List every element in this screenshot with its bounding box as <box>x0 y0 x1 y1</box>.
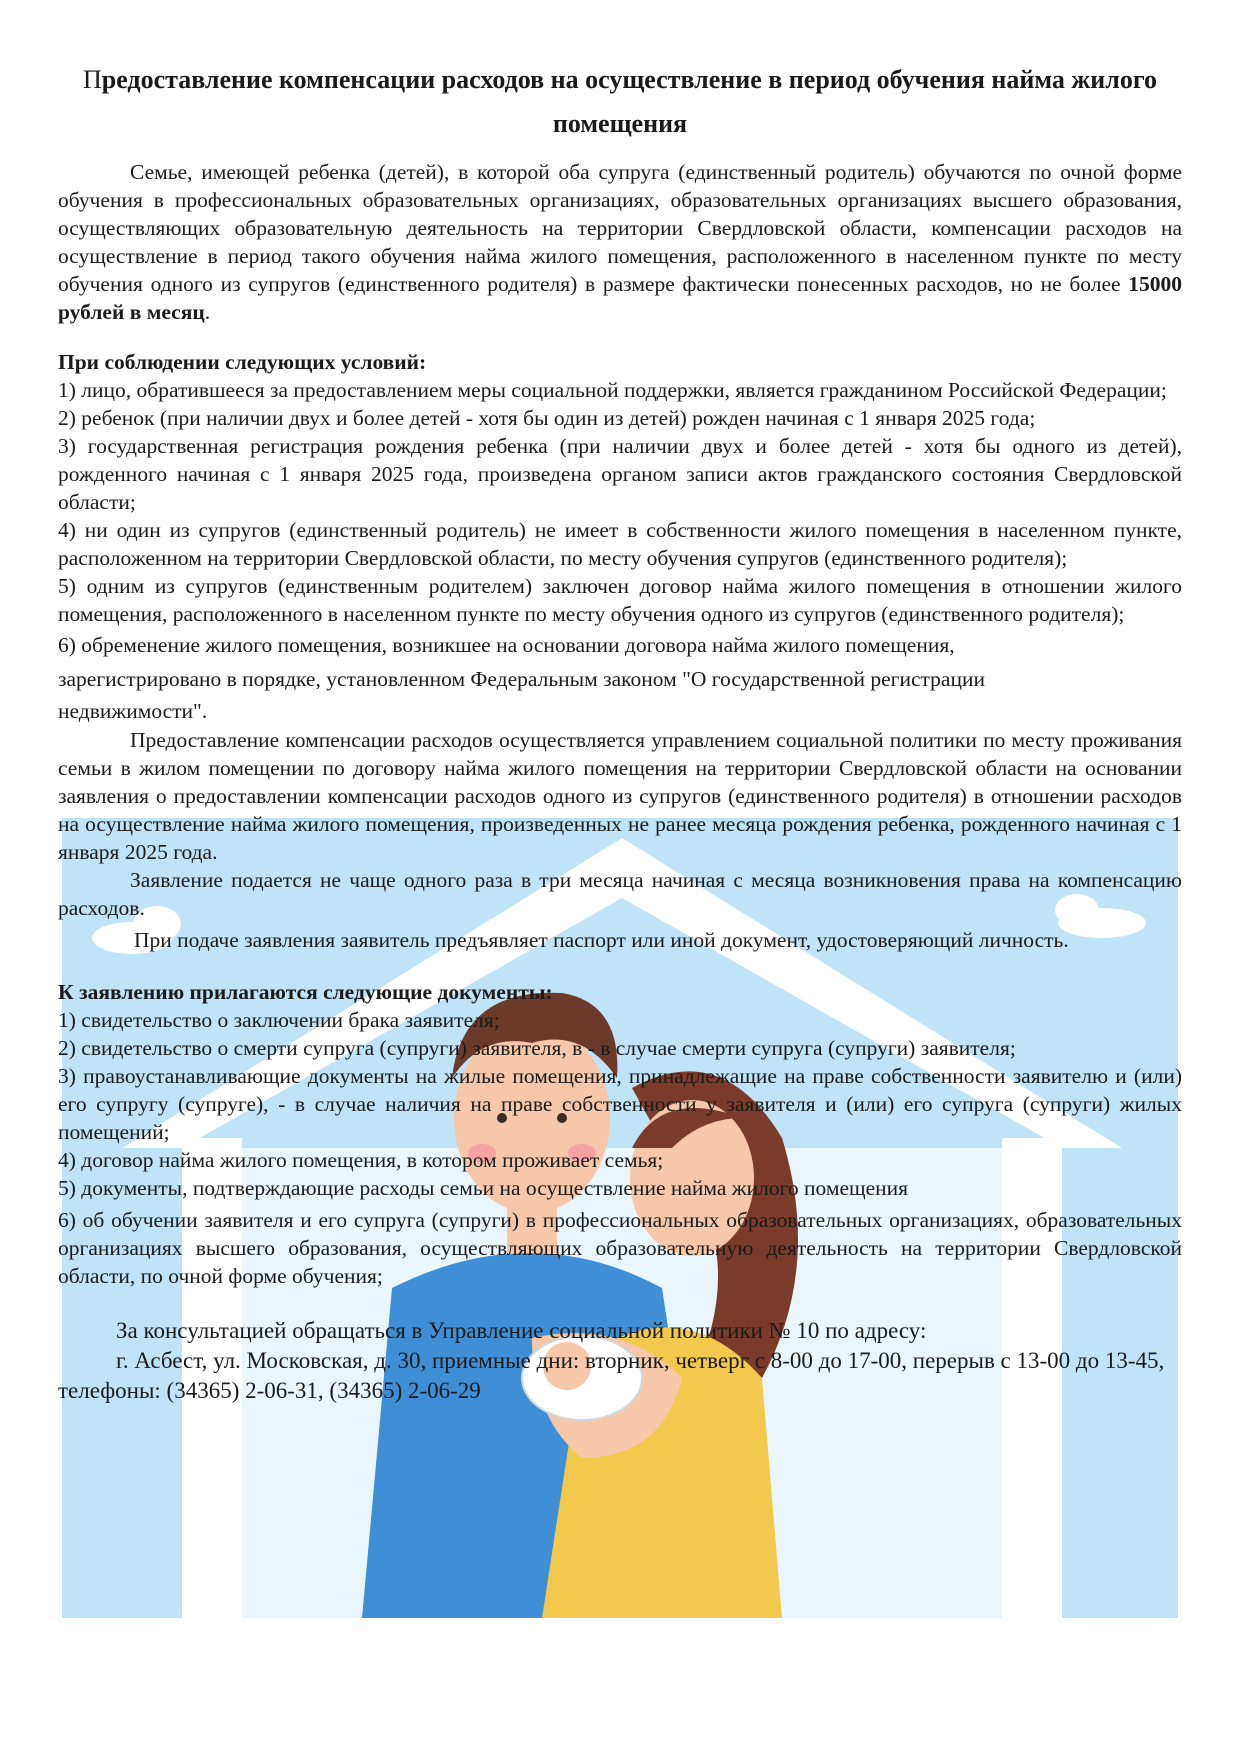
condition-item-6a: 6) обременение жилого помещения, возникшее на основании договора найма жилого помещения, <box>58 633 955 657</box>
document-item: 4) договор найма жилого помещения, в котором проживает семья; <box>58 1148 664 1172</box>
title-text: редоставление компенсации расходов на осуществление в период обучения найма жилого помещения <box>101 65 1157 138</box>
page-title <box>58 58 1182 146</box>
title-initial: П <box>82 65 102 94</box>
document-item: 2) свидетельство о смерти супруга (супруги) заявителя, в - в случае смерти супруга (супруги) заявителя; <box>58 1036 1016 1060</box>
document-item: 5) документы, подтверждающие расходы семьи на осуществление найма жилого помещения <box>58 1176 909 1200</box>
procedure-paragraph-2: Заявление подается не чаще одного раза в три месяца начиная с месяца возникновения права на компенсацию расходов. <box>58 868 1182 920</box>
condition-item-6b: зарегистрировано в порядке, установленном Федеральным законом "О государственной регистрации <box>58 667 985 691</box>
intro-paragraph <box>58 158 1182 326</box>
condition-item: 2) ребенок (при наличии двух и более детей - хотя бы один из детей) рожден начиная с 1 января 2025 года; <box>58 406 1036 430</box>
condition-item: 5) одним из супругов (единственным родителем) заключен договор найма жилого помещения в отношении жилого помещения, расположенного в населенном пункте по месту обучения одного из супругов (единственного родителя); <box>58 574 1182 626</box>
contact-line-1: За консультацией обращаться в Управление социальной политики № 10 по адресу: <box>116 1318 927 1343</box>
documents-heading: К заявлению прилагаются следующие документы: <box>58 980 553 1004</box>
intro-amount: 15000 рублей в месяц <box>58 272 1182 324</box>
document-item: 1) свидетельство о заключении брака заявителя; <box>58 1008 500 1032</box>
intro-end: . <box>204 300 211 324</box>
contact-block <box>58 1316 1182 1406</box>
procedure-paragraph-3: При подаче заявления заявитель предъявляет паспорт или иной документ, удостоверяющий личность. <box>134 928 1069 952</box>
procedure-paragraph-1: Предоставление компенсации расходов осуществляется управлением социальной политики по месту проживания семьи в жилом помещении по договору найма жилого помещения на территории Свердловской области на основании заявления о предоставлении компенсации расходов одного из супругов (единственного родителя) в отношении расходов на осуществление найма жилого помещения, произведенных не ранее месяца рождения ребенка, рожденного начиная с 1 января 2025 года. <box>58 728 1182 864</box>
condition-item: 3) государственная регистрация рождения ребенка (при наличии двух и более детей - хотя бы одного из детей), рожденного начиная с 1 января 2025 года, произведена органом записи актов гражданского состояния Свердловской области; <box>58 434 1182 514</box>
conditions-heading: При соблюдении следующих условий: <box>58 350 427 374</box>
document-item: 3) правоустанавливающие документы на жилые помещения, принадлежащие на праве собственности заявителю и (или) его супругу (супруге), - в случае наличия на праве собственности у заявителя и (или) его супруга (супруги) жилых помещений; <box>58 1064 1182 1144</box>
document-content <box>58 58 1182 1406</box>
document-item: 6) об обучении заявителя и его супруга (супруги) в профессиональных образовательных организациях, образовательных организациях высшего образования, осуществляющих образовательную деятельность на территории Свердловской области, по очной форме обучения; <box>58 1208 1182 1288</box>
intro-text: Семье, имеющей ребенка (детей), в которой оба супруга (единственный родитель) обучаются по очной форме обучения в профессиональных образовательных организациях, образовательных организациях высшего образования, осуществляющих образовательную деятельность на территории Свердловской области, компенсации расходов на осуществление в период такого обучения найма жилого помещения, расположенного в населенном пункте по месту обучения одного из супругов (единственного родителя) в размере фактически понесенных расходов, но не более <box>58 160 1182 296</box>
condition-item: 1) лицо, обратившееся за предоставлением меры социальной поддержки, является гражданином Российской Федерации; <box>58 378 1167 402</box>
contact-line-2: г. Асбест, ул. Московская, д. 30, приемные дни: вторник, четверг с 8-00 до 17-00, перерыв с 13-00 до 13-45, телефоны: (34365) 2-06-31, (34365) 2-06-29 <box>58 1348 1165 1403</box>
condition-item-6c: недвижимости". <box>58 699 208 723</box>
condition-item: 4) ни один из супругов (единственный родитель) не имеет в собственности жилого помещения в населенном пункте, расположенном на территории Свердловской области, по месту обучения супругов (единственного родителя); <box>58 518 1182 570</box>
